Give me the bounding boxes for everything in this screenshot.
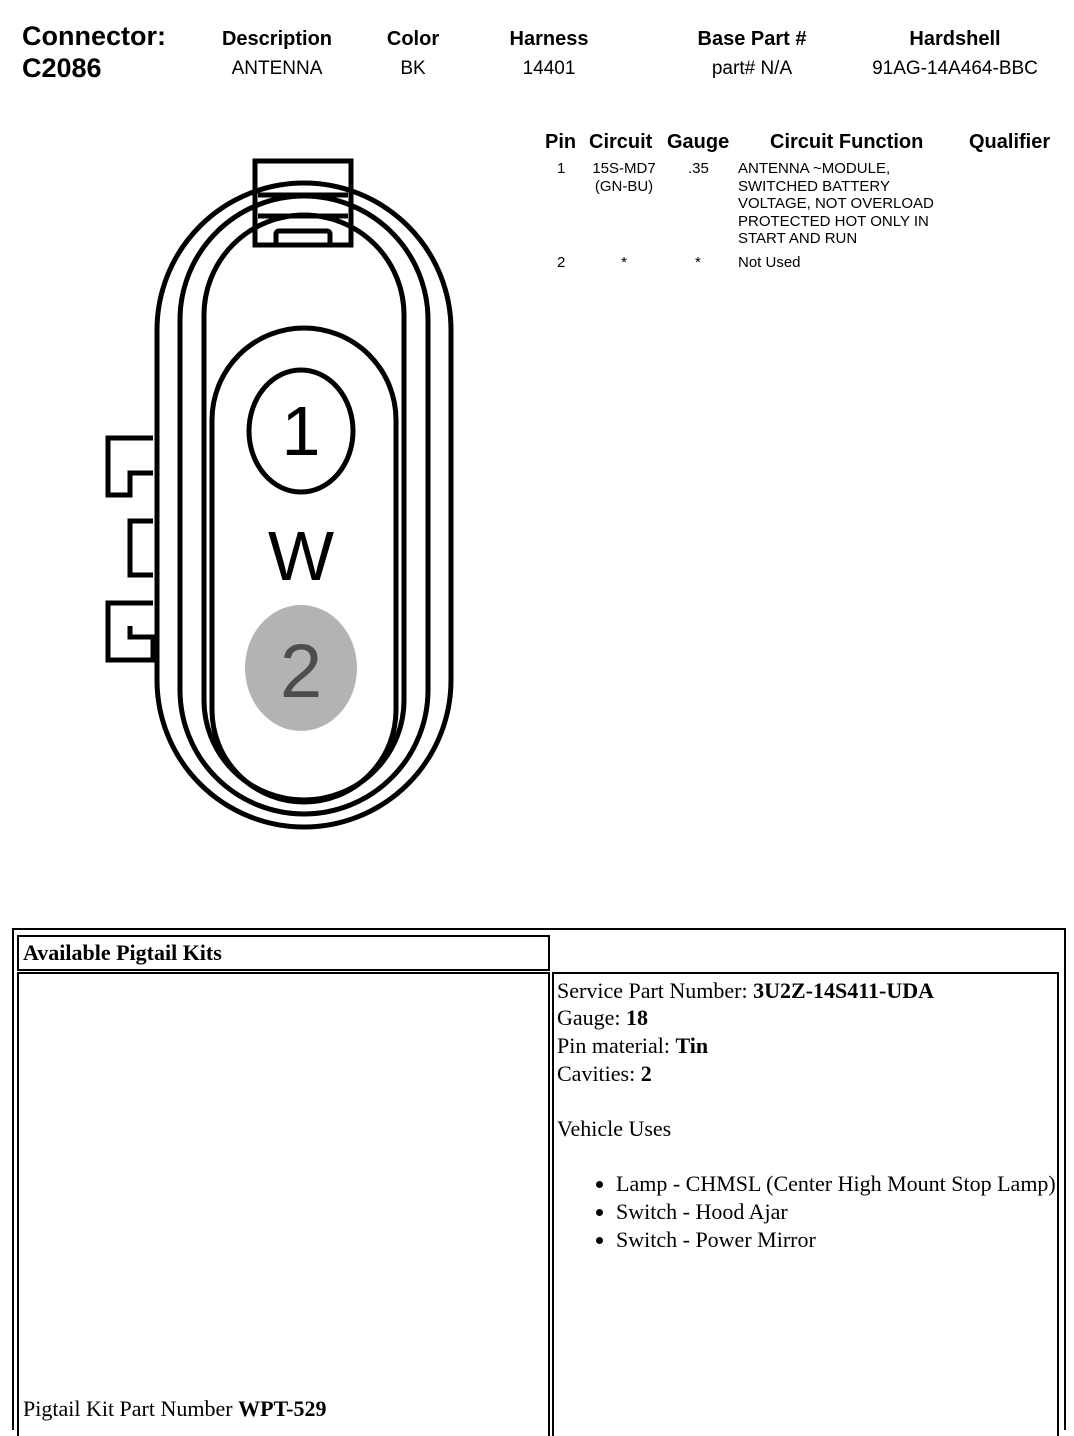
- header-base-part: [680, 27, 824, 81]
- pin-1-label: 1: [281, 392, 321, 470]
- row1-circuit-line: 15S-MD7: [592, 160, 656, 177]
- connector-title: [22, 20, 166, 84]
- description-value: ANTENNA: [231, 58, 323, 79]
- row2-gauge: *: [695, 254, 701, 271]
- pigtail-kit-image-cell: [17, 972, 550, 1436]
- service-part-value: 3U2Z-14S411-UDA: [753, 978, 935, 1003]
- harness-heading: Harness: [509, 28, 589, 50]
- row1-function-line: PROTECTED HOT ONLY IN: [738, 212, 929, 230]
- vehicle-uses-title: Vehicle Uses: [557, 1116, 672, 1141]
- kit-part-number: WPT-529: [238, 1396, 327, 1421]
- pin-material-value: Tin: [675, 1033, 709, 1058]
- row2-pin: 2: [557, 254, 566, 271]
- gauge-label: Gauge:: [557, 1005, 627, 1030]
- row1-function-line: ANTENNA ~MODULE,: [738, 160, 891, 177]
- row1-pin: 1: [557, 160, 566, 177]
- cavities-value: 2: [640, 1061, 652, 1086]
- header-harness: [499, 27, 599, 81]
- connector-label: Connector:: [22, 21, 166, 51]
- service-part-number: [557, 978, 934, 1004]
- pigtail-kit-title: Available Pigtail Kits: [23, 940, 222, 965]
- base-part-heading: Base Part #: [697, 28, 807, 50]
- harness-value: 14401: [522, 58, 576, 79]
- connector-id: C2086: [22, 53, 102, 83]
- vehicle-uses-list: [594, 1170, 1066, 1254]
- header-description: [206, 27, 348, 81]
- row1-function-line: START AND RUN: [738, 230, 858, 247]
- list-item: • Switch - Hood Ajar: [616, 1198, 1066, 1226]
- function-column-header: Circuit Function: [770, 131, 924, 153]
- gauge-value: 18: [626, 1005, 649, 1030]
- latch-tab: [276, 231, 330, 245]
- service-part-label: Service Part Number:: [557, 978, 754, 1003]
- list-item: • Lamp - CHMSL (Center High Mount Stop Lamp): [616, 1170, 1066, 1198]
- cavities-spec: [557, 1061, 652, 1087]
- header-hardshell: [850, 27, 1060, 81]
- gauge-spec: [557, 1005, 648, 1031]
- hardshell-heading: Hardshell: [909, 28, 1001, 50]
- header-color: [373, 27, 453, 81]
- side-rib-middle: [130, 521, 153, 575]
- row1-function-line: SWITCHED BATTERY: [738, 177, 890, 195]
- color-value: BK: [400, 58, 426, 79]
- connector-face-diagram: [100, 150, 460, 840]
- pin-column-header: Pin: [545, 131, 577, 153]
- side-rib-bottom: [108, 603, 153, 660]
- qualifier-column-header: Qualifier: [969, 131, 1051, 153]
- row1-circuit-line: (GN-BU): [594, 177, 654, 195]
- color-heading: Color: [386, 28, 440, 50]
- pigtail-kit-title-cell: [17, 935, 550, 971]
- description-heading: Description: [221, 28, 333, 50]
- gauge-column-header: Gauge: [667, 131, 730, 153]
- row1-function: [738, 160, 968, 248]
- row1-function-line: VOLTAGE, NOT OVERLOAD: [738, 195, 934, 212]
- list-item: • Switch - Power Mirror: [616, 1226, 1066, 1254]
- hardshell-value: 91AG-14A464-BBC: [872, 58, 1038, 79]
- circuit-column-header: Circuit: [589, 131, 653, 153]
- row2-function: Not Used: [738, 254, 801, 271]
- key-mark: W: [267, 517, 335, 595]
- side-rib-top: [108, 438, 153, 495]
- pin-material-label: Pin material:: [557, 1033, 676, 1058]
- pigtail-kit-details-cell: [552, 972, 1059, 1436]
- pin-2-label: 2: [279, 629, 323, 714]
- kit-part-label: Pigtail Kit Part Number: [23, 1396, 239, 1421]
- pin-material-spec: [557, 1033, 708, 1059]
- row1-gauge: .35: [688, 160, 709, 177]
- pigtail-kit-part: [23, 1396, 327, 1422]
- row2-circuit: *: [621, 254, 627, 271]
- row1-circuit: [589, 160, 659, 195]
- base-part-value: part# N/A: [711, 58, 793, 79]
- cavities-label: Cavities:: [557, 1061, 641, 1086]
